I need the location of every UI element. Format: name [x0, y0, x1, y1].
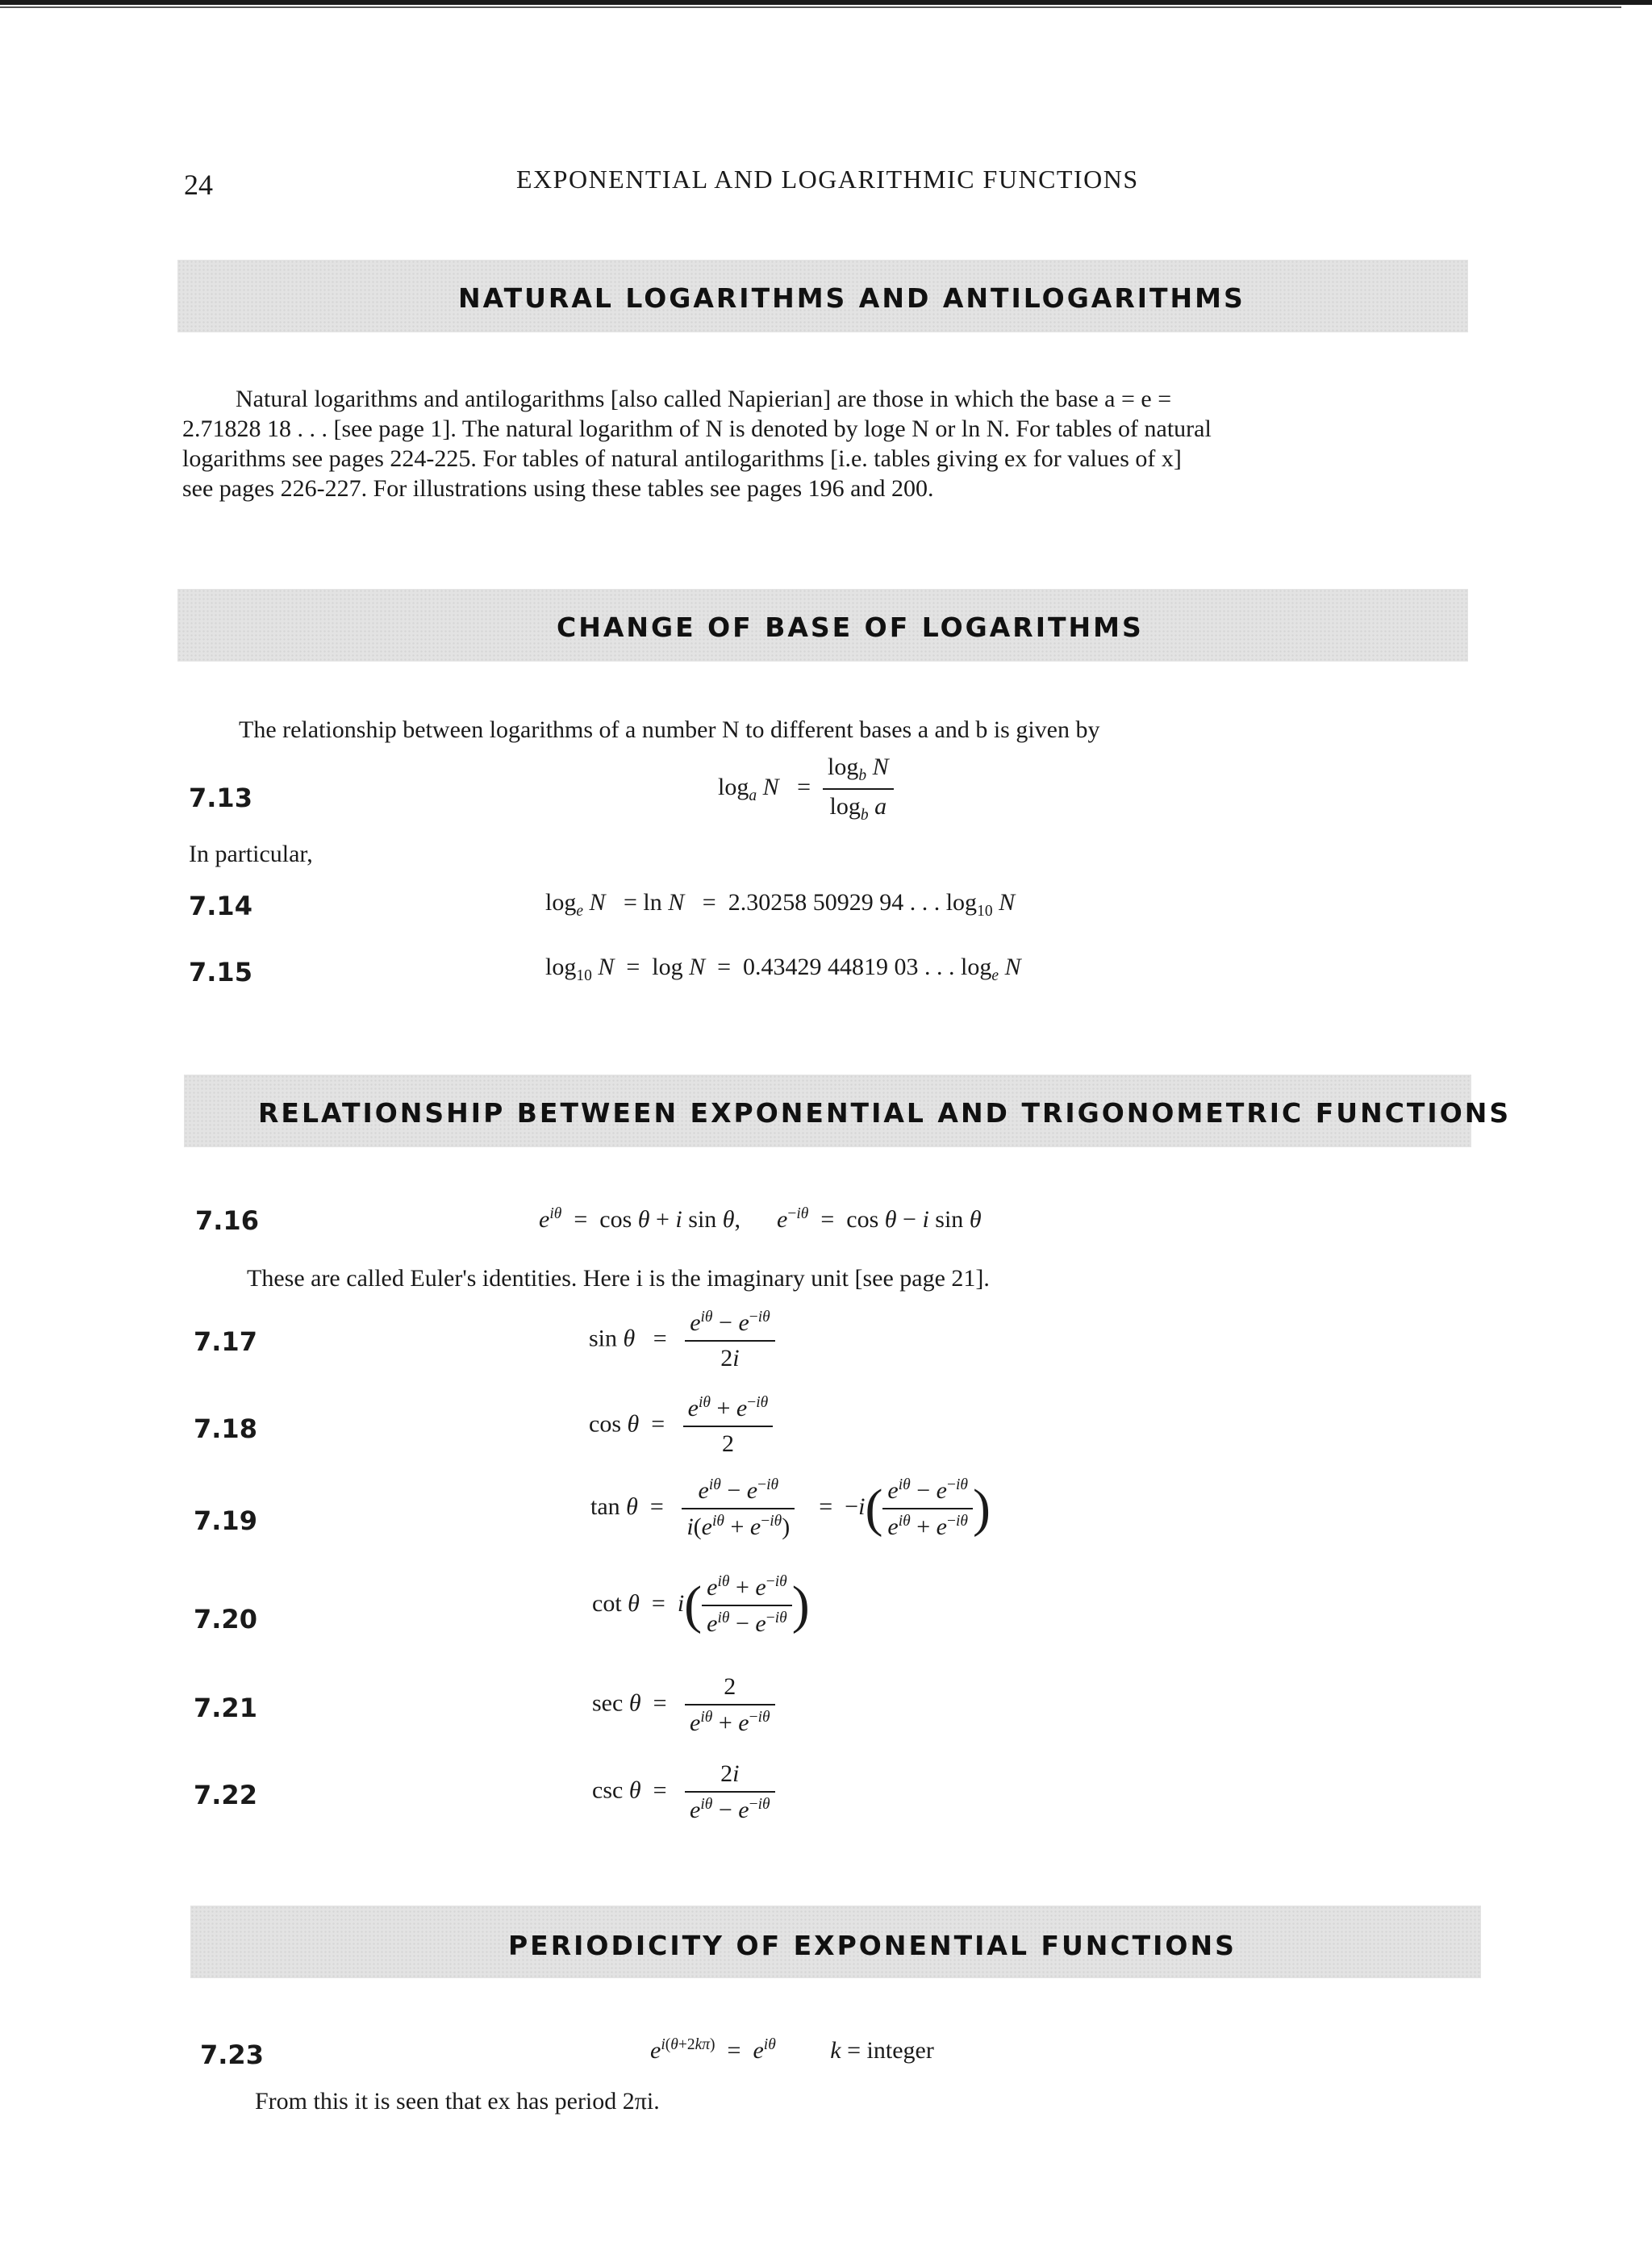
natural-line-1: Natural logarithms and antilogarithms [also called Napierian] are those in which the base a = e = [236, 386, 1172, 412]
equation-7-16: $e^{i\theta} = \cos \theta + i$ sin θ, $e^{-i\theta} = \cos \theta - i$ sin θ [539, 1205, 982, 1233]
eq-number-7-18: 7.18 [194, 1413, 257, 1444]
eq-number-7-19: 7.19 [194, 1505, 257, 1536]
equation-7-18: cos θ = $\frac{e^{i\theta} + e^{-i\theta}}{2}$ [589, 1394, 773, 1458]
equation-7-15: $\log_{10} N = \log N = 0.43429$ 44819 03 . . . $\log_e N$ [545, 954, 1021, 984]
euler-note: These are called Euler's identities. Here i is the imaginary unit [see page 21]. [247, 1265, 990, 1292]
section-title-relationship: RELATIONSHIP BETWEEN EXPONENTIAL AND TRIGONOMETRIC FUNCTIONS [258, 1097, 1512, 1129]
running-head: EXPONENTIAL AND LOGARITHMIC FUNCTIONS [516, 165, 1139, 194]
periodicity-note: From this it is seen that ex has period 2πi. [255, 2088, 660, 2115]
equation-7-19: tan θ = $\frac{e^{i\theta} - e^{-i\theta}}{i(e^{i\theta} + e^{-i\theta})}$ = −i( $\frac{e^{i\theta} - e^{-i\theta}}{e^{i\theta} + e^{-i\theta}}$ ) [590, 1476, 991, 1540]
equation-7-17: sin θ = $\frac{e^{i\theta} - e^{-i\theta}}{2i}$ [589, 1309, 775, 1372]
equation-7-20: cot θ = i( $\frac{e^{i\theta} + e^{-i\theta}}{e^{i\theta} - e^{-i\theta}}$ ) [592, 1573, 810, 1637]
natural-line-3: logarithms see pages 224-225. For tables of natural antilogarithms [i.e. tables giving ex for values of x] [182, 445, 1182, 472]
top-rule-secondary [0, 6, 1621, 8]
natural-line-2: 2.71828 18 . . . [see page 1]. The natural logarithm of N is denoted by loge N or ln N. For tables of natural [182, 415, 1212, 442]
eq-number-7-14: 7.14 [189, 891, 252, 921]
section-title-natural: NATURAL LOGARITHMS AND ANTILOGARITHMS [458, 282, 1245, 314]
eq-number-7-22: 7.22 [194, 1780, 257, 1810]
equation-7-21: sec θ = $\frac{2}{e^{i\theta} + e^{-i\theta}}$ [592, 1673, 775, 1737]
natural-paragraph [182, 384, 1473, 503]
equation-7-22: csc θ = $\frac{2i}{e^{i\theta} - e^{-i\theta}}$ [592, 1760, 775, 1824]
change-intro: The relationship between logarithms of a number N to different bases a and b is given by [239, 716, 1100, 743]
in-particular: In particular, [189, 841, 313, 867]
eq-number-7-21: 7.21 [194, 1693, 257, 1723]
natural-line-4: see pages 226-227. For illustrations using these tables see pages 196 and 200. [182, 475, 934, 502]
eq-number-7-20: 7.20 [194, 1604, 257, 1634]
page-number: 24 [184, 169, 213, 201]
equation-7-14: $\log_e N = \ln N = 2.30258$ 50929 94 . . . $\log_{10} N$ [545, 889, 1016, 920]
equation-7-13: $\log_a N$ = $\frac{\log_b N}{\log_b a}$ [718, 754, 894, 825]
equation-7-23: $e^{i(\theta+2k\pi)} = e^{i\theta}$ k = integer [650, 2036, 934, 2064]
section-title-change: CHANGE OF BASE OF LOGARITHMS [557, 612, 1144, 643]
eq-number-7-23: 7.23 [200, 2039, 264, 2070]
top-rule [0, 0, 1652, 5]
eq-number-7-17: 7.17 [194, 1326, 257, 1357]
eq-number-7-16: 7.16 [195, 1205, 259, 1236]
eq-number-7-13: 7.13 [189, 783, 252, 813]
section-title-periodicity: PERIODICITY OF EXPONENTIAL FUNCTIONS [508, 1930, 1237, 1961]
eq-number-7-15: 7.15 [189, 957, 252, 987]
